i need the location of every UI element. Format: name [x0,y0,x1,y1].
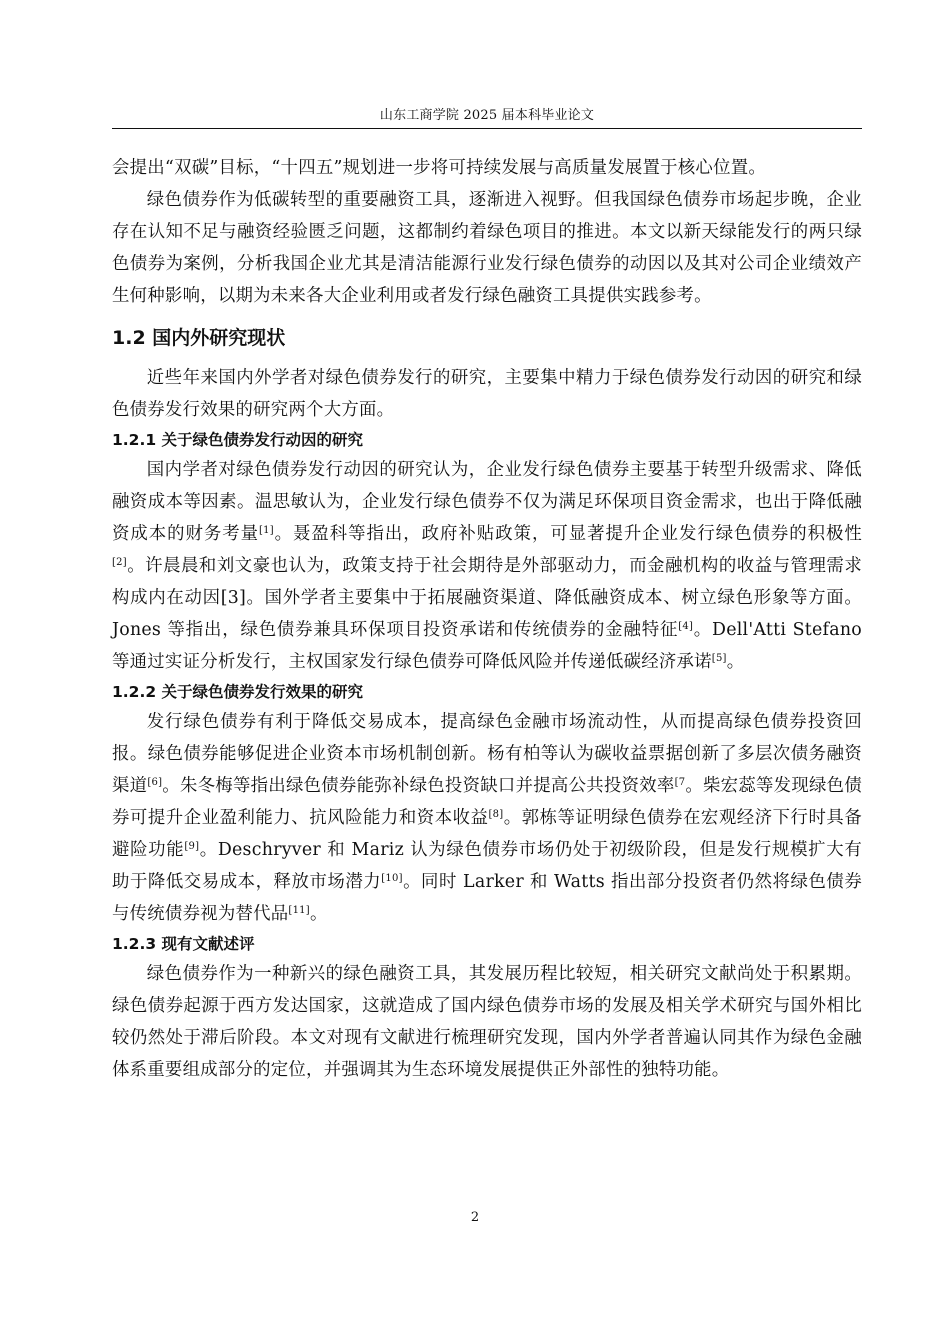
paragraph [112,706,862,930]
paragraph-text: 。Deschryver 和 Mariz 认为绿色债券市场仍处于初级阶段，但是发行规模扩大有助于降低交易成本，释放市场潜力 [112,840,862,892]
paragraph-text: 。同时 Larker 和 Watts 指出部分投资者仍然将绿色债券与传统债券视为替代品 [112,872,862,924]
header-rule [112,128,862,129]
page-header: 山东工商学院 2025 届本科毕业论文 [379,108,595,123]
paragraph-text: 。郭栋等证明绿色债券在宏观经济下行时具备避险功能 [112,808,862,860]
paragraph-text: 发行绿色债券有利于降低交易成本，提高绿色金融市场流动性，从而提高绿色债券投资回报。绿色债券能够促进企业资本市场机制创新。杨有柏等认为碳收益票据创新了多层次债务融资渠道 [112,712,862,796]
paragraph-text: 。朱冬梅等指出绿色债券能弥补绿色投资缺口并提高公共投资效率 [162,776,675,796]
citation: [10] [381,873,403,884]
subsection-heading: 1.2.1 关于绿色债券发行动因的研究 [112,431,364,449]
citation: [4] [678,621,694,632]
paragraph-text: 。聂盈科等指出，政府补贴政策，可显著提升企业发行绿色债券的积极性 [273,524,862,544]
citation: [7 [674,777,686,788]
citation: [8] [488,809,504,820]
paragraph-text: 。 [726,652,745,672]
paragraph: 近些年来国内外学者对绿色债券发行的研究，主要集中精力于绿色债券发行动因的研究和绿色债券发行效果的研究两个大方面。 [112,368,862,420]
paragraph: 绿色债券作为一种新兴的绿色融资工具，其发展历程比较短，相关研究文献尚处于积累期。绿色债券起源于西方发达国家，这就造成了国内绿色债券市场的发展及相关学术研究与国外相比较仍然处于滞后阶段。本文对现有文献进行梳理研究发现，国内外学者普遍认同其作为绿色金融体系重要组成部分的定位，并强调其为生态环境发展提供正外部性的独特功能。 [112,964,862,1080]
citation: [1] [259,525,274,536]
subsection-heading: 1.2.2 关于绿色债券发行效果的研究 [112,683,364,701]
paragraph [112,454,862,678]
citation: [11] [288,905,310,916]
paragraph-text: 。柴宏蕊等发现绿色债券可提升企业盈利能力、抗风险能力和资本收益 [112,776,862,828]
paragraph-text: 。Dell'Atti Stefano 等通过实证分析发行，主权国家发行绿色债券可降低风险并传递低碳经济承诺 [112,620,862,672]
paragraph-text: 。许晨晨和刘文豪也认为，政策支持于社会期待是外部驱动力，而金融机构的收益与管理需求构成内在动因[3]。国外学者主要集中于拓展融资渠道、降低融资成本、树立绿色形象等方面。Jones 等指出，绿色债券兼具环保项目投资承诺和传统债券的金融特征 [112,556,862,640]
paragraph: 会提出“双碳”目标，“十四五”规划进一步将可持续发展与高质量发展置于核心位置。 [112,158,766,178]
section-heading: 1.2 国内外研究现状 [112,327,286,349]
paragraph-text: 。 [309,904,328,924]
document-body [112,152,862,1086]
paragraph-text: 国内学者对绿色债券发行动因的研究认为，企业发行绿色债券主要基于转型升级需求、降低融资成本等因素。温思敏认为，企业发行绿色债券不仅为满足环保项目资金需求，也出于降低融资成本的财务考量 [112,460,862,544]
citation: [2] [112,557,127,568]
page-number: 2 [470,1210,480,1225]
paragraph: 绿色债券作为低碳转型的重要融资工具，逐渐进入视野。但我国绿色债券市场起步晚，企业存在认知不足与融资经验匮乏问题，这都制约着绿色项目的推进。本文以新天绿能发行的两只绿色债券为案例，分析我国企业尤其是清洁能源行业发行绿色债券的动因以及其对公司企业绩效产生何种影响，以期为未来各大企业利用或者发行绿色融资工具提供实践参考。 [112,190,862,306]
subsection-heading: 1.2.3 现有文献述评 [112,935,255,953]
citation: [6] [147,777,163,788]
citation: [5] [711,653,727,664]
citation: [9] [184,841,200,852]
